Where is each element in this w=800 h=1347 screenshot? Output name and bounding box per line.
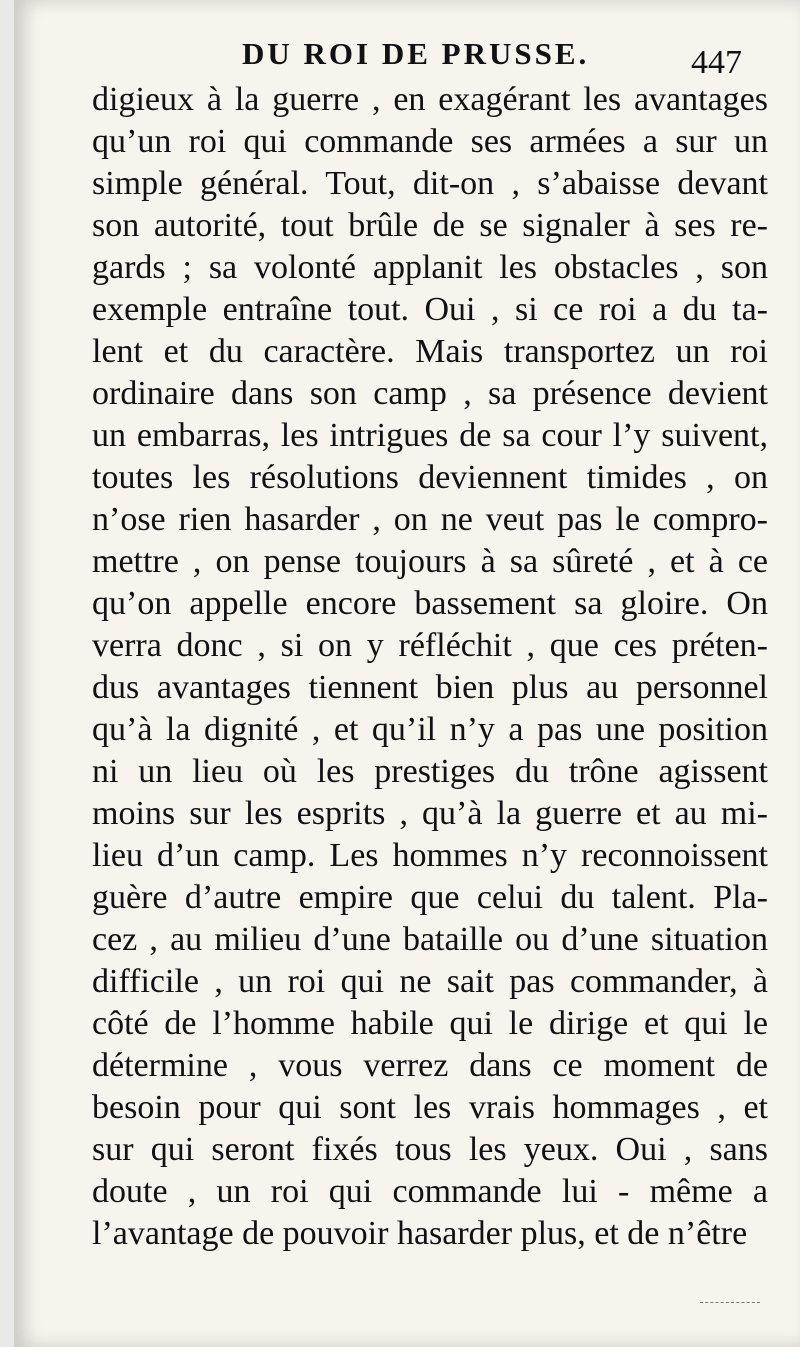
text-line: mettre , on pense toujours à sa sûreté , et à ce [92, 543, 768, 580]
text-line: un embarras, les intrigues de sa cour l’y suivent, [92, 417, 768, 454]
text-line: n’ose rien hasarder , on ne veut pas le compro- [92, 501, 768, 538]
text-line: exemple entraîne tout. Oui , si ce roi a du ta- [92, 291, 768, 328]
text-line: digieux à la guerre , en exagérant les avantages [92, 81, 768, 118]
text-line: l’avantage de pouvoir hasarder plus, et de n’être [92, 1215, 748, 1252]
text-line: toutes les résolutions deviennent timides , on [92, 459, 768, 496]
text-line: qu’un roi qui commande ses armées a sur un [92, 123, 768, 160]
text-line: lent et du caractère. Mais transportez un roi [92, 333, 768, 370]
text-line: dus avantages tiennent bien plus au personnel [92, 669, 768, 706]
text-line: cez , au milieu d’une bataille ou d’une situation [92, 921, 768, 958]
text-line: ni un lieu où les prestiges du trône agissent [92, 753, 768, 790]
text-line: qu’on appelle encore bassement sa gloire. On [92, 585, 768, 622]
text-line: son autorité, tout brûle de se signaler à ses re- [92, 207, 768, 244]
text-line: difficile , un roi qui ne sait pas commander, à [92, 963, 768, 1000]
page-header [74, 36, 774, 86]
text-line: besoin pour qui sont les vrais hommages , et [92, 1089, 768, 1126]
text-line: simple général. Tout, dit-on , s’abaisse devant [92, 165, 768, 202]
bottom-rule [700, 1302, 760, 1305]
page-number: 447 [691, 44, 742, 81]
text-line: ordinaire dans son camp , sa présence devient [92, 375, 768, 412]
running-head: DU ROI DE PRUSSE. [242, 36, 590, 71]
text-line: moins sur les esprits , qu’à la guerre et au mi- [92, 795, 768, 832]
text-line: verra donc , si on y réfléchit , que ces préten- [92, 627, 768, 664]
text-line: guère d’autre empire que celui du talent. Pla- [92, 879, 768, 916]
scan-left-edge [0, 0, 14, 1347]
text-line: sur qui seront fixés tous les yeux. Oui , sans [92, 1131, 768, 1168]
text-line: lieu d’un camp. Les hommes n’y reconnoissent [92, 837, 768, 874]
book-page [14, 0, 800, 1347]
text-line: détermine , vous verrez dans ce moment de [92, 1047, 768, 1084]
text-line: gards ; sa volonté applanit les obstacles , son [92, 249, 768, 286]
text-line: côté de l’homme habile qui le dirige et qui le [92, 1005, 768, 1042]
text-line: doute , un roi qui commande lui - même a [92, 1173, 768, 1210]
text-line: qu’à la dignité , et qu’il n’y a pas une position [92, 711, 768, 748]
